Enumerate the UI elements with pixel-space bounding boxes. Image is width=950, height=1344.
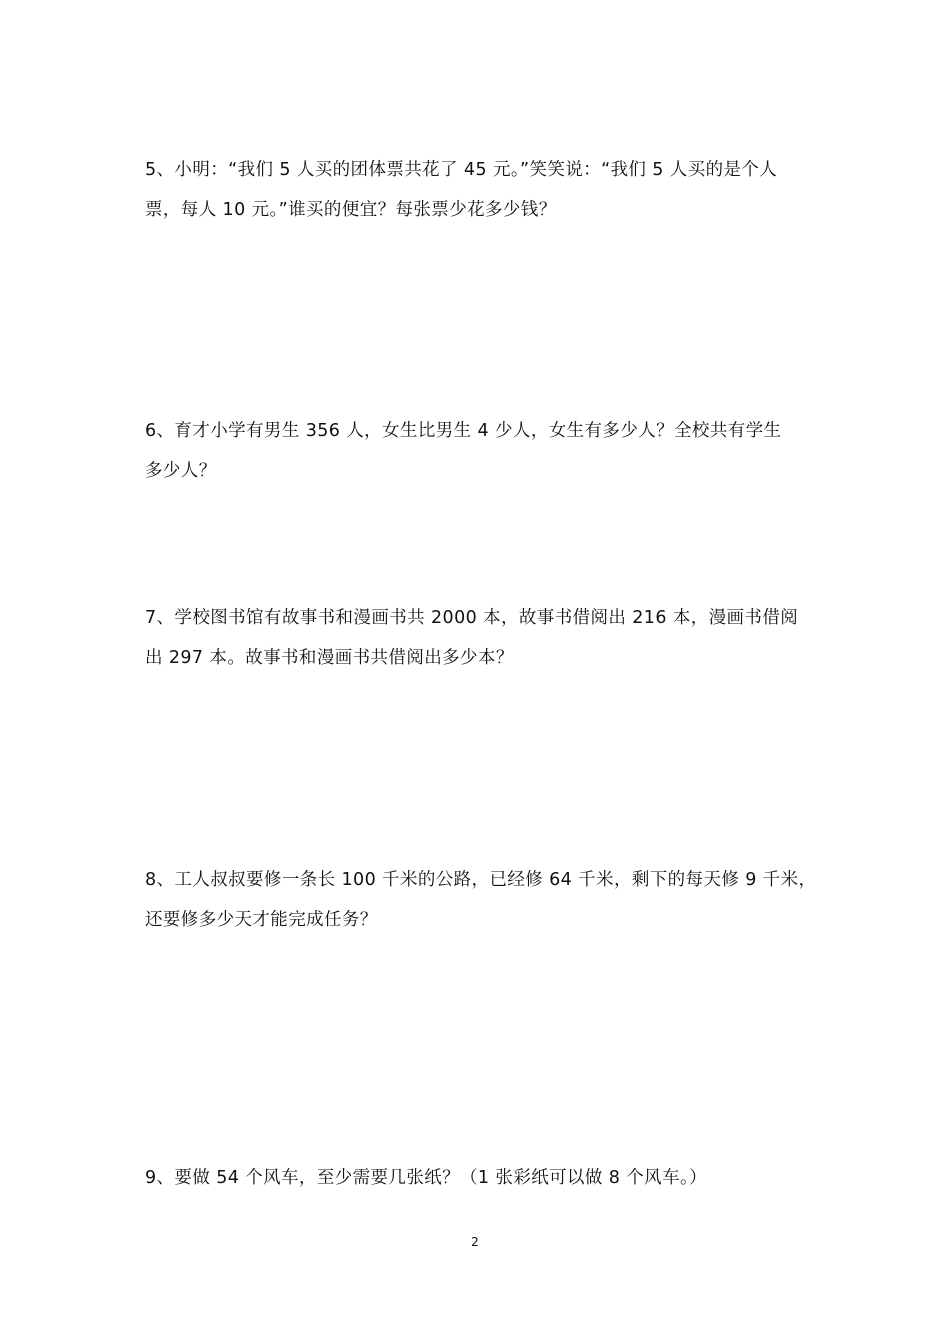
problem-7 (145, 598, 815, 678)
problem-9 (145, 1158, 815, 1198)
problem-5-line-2: 票，每人 10 元。”谁买的便宜？每张票少花多少钱？ (145, 200, 557, 220)
problem-9-line-1: 9、要做 54 个风车，至少需要几张纸？（1 张彩纸可以做 8 个风车。） (145, 1168, 708, 1188)
problem-6-line-2: 多少人？ (145, 461, 217, 481)
page-number: 2 (471, 1235, 479, 1249)
problem-5-line-1: 5、小明：“我们 5 人买的团体票共花了 45 元。”笑笑说：“我们 5 人买的是个人 (145, 160, 778, 180)
problem-8-line-1: 8、工人叔叔要修一条长 100 千米的公路，已经修 64 千米，剩下的每天修 9 千米， (145, 870, 817, 890)
problem-7-line-2: 出 297 本。故事书和漫画书共借阅出多少本？ (145, 648, 514, 668)
problem-6 (145, 411, 815, 491)
problem-6-line-1: 6、育才小学有男生 356 人，女生比男生 4 少人，女生有多少人？全校共有学生 (145, 421, 782, 441)
problem-8-line-2: 还要修多少天才能完成任务？ (145, 910, 378, 930)
problem-5 (145, 150, 815, 230)
problem-8 (145, 860, 815, 940)
problem-7-line-1: 7、学校图书馆有故事书和漫画书共 2000 本，故事书借阅出 216 本，漫画书借阅 (145, 608, 799, 628)
